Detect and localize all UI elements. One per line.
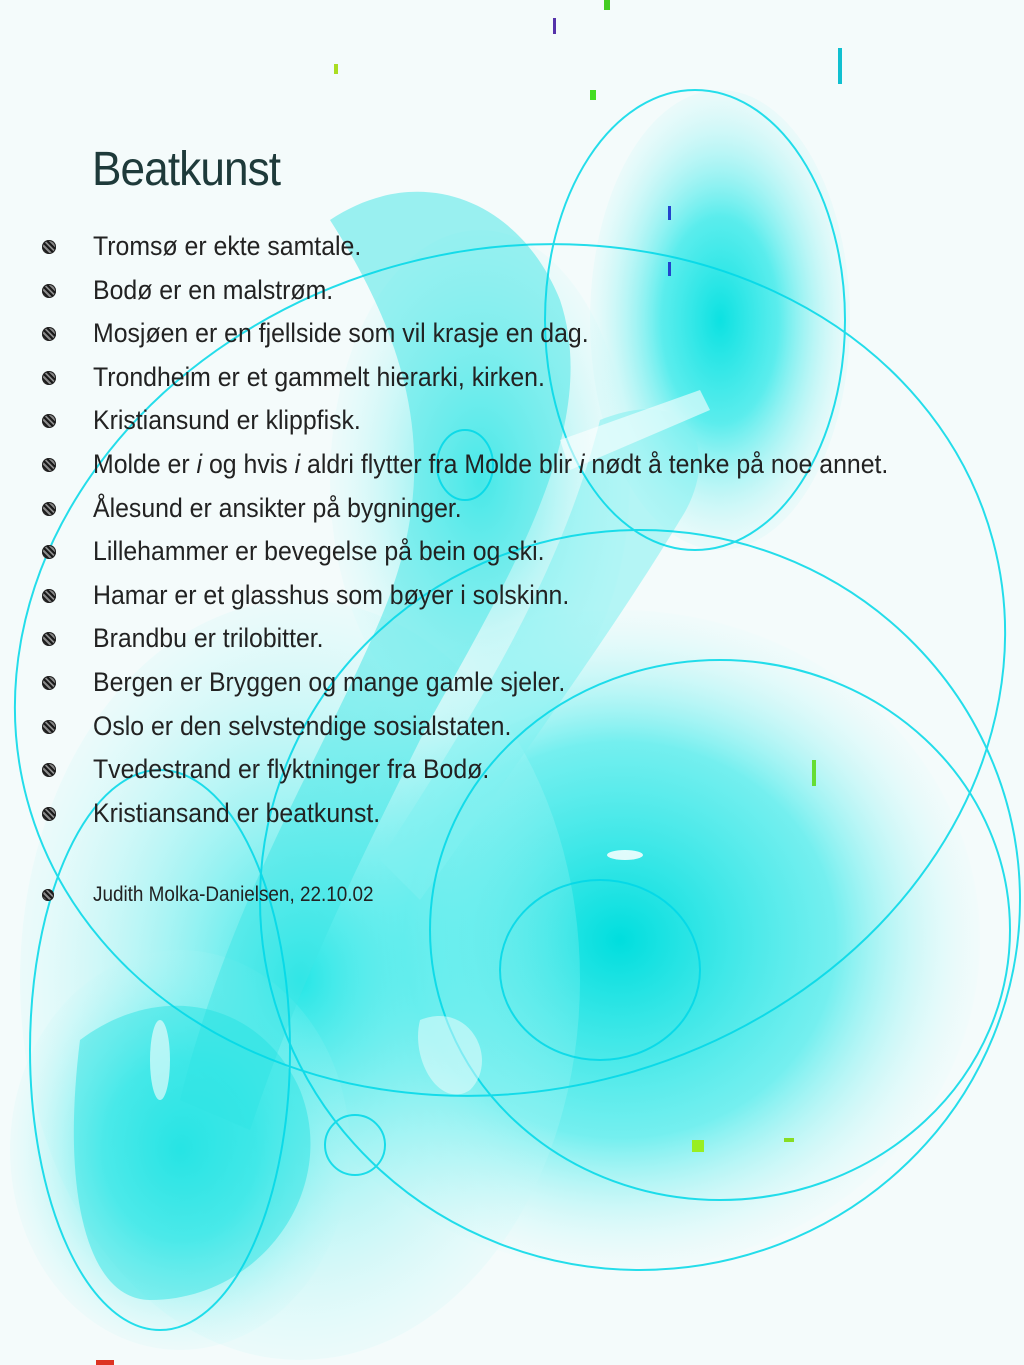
bullet-icon [42,889,54,901]
poem-line: Kristiansund er klippfisk. [93,405,361,436]
poem-line: Brandbu er trilobitter. [93,623,324,654]
signature-text: Judith Molka-Danielsen, 22.10.02 [93,883,374,906]
list-item [0,312,957,356]
page-title: Beatkunst [92,143,281,196]
bullet-icon [42,807,56,821]
list-item [0,225,957,269]
list-item [0,399,957,443]
text-segment: Molde er [93,448,197,479]
poem-line-molde [93,443,888,487]
poem-line: Oslo er den selvstendige sosialstaten. [93,710,512,741]
list-item [0,792,957,836]
bullet-icon [42,589,56,603]
bullet-icon [42,240,56,254]
text-segment: aldri flytter fra Molde blir [300,448,579,479]
bullet-icon [42,458,56,472]
bullet-icon [42,284,56,298]
italic-i: i [294,448,301,479]
poem-list [0,225,957,835]
text-segment: nødt å tenke på noe annet. [584,448,889,479]
poem-line: Kristiansand er beatkunst. [93,797,381,828]
poem-line: Tvedestrand er flyktninger fra Bodø. [93,754,490,785]
poem-line: Trondheim er et gammelt hierarki, kirken. [93,361,545,392]
list-item [0,748,957,792]
italic-i: i [578,448,585,479]
bullet-icon [42,632,56,646]
poem-line: Ålesund er ansikter på bygninger. [93,492,462,523]
poem-line: Tromsø er ekte samtale. [93,231,362,261]
list-item [0,574,957,618]
bullet-icon [42,414,56,428]
poem-line: Bergen er Bryggen og mange gamle sjeler. [93,666,566,697]
list-item [0,530,957,574]
poem-line: Lillehammer er bevegelse på bein og ski. [93,536,545,567]
bullet-icon [42,763,56,777]
bullet-icon [42,327,56,341]
italic-i: i [196,448,203,479]
list-item [0,443,957,487]
poem-line: Bodø er en malstrøm. [93,274,334,305]
list-item [0,705,957,749]
list-item [0,269,957,313]
bullet-icon [42,502,56,516]
signature [0,878,405,912]
poem-line: Hamar er et glasshus som bøyer i solskinn. [93,579,570,610]
bullet-icon [42,545,56,559]
bullet-icon [42,676,56,690]
list-item [0,617,957,661]
list-item [0,487,957,531]
bullet-icon [42,371,56,385]
list-item [0,356,957,400]
list-item [0,661,957,705]
bullet-icon [42,720,56,734]
text-segment: og hvis [202,448,295,479]
poem-line: Mosjøen er en fjellside som vil krasje en dag. [93,318,589,349]
